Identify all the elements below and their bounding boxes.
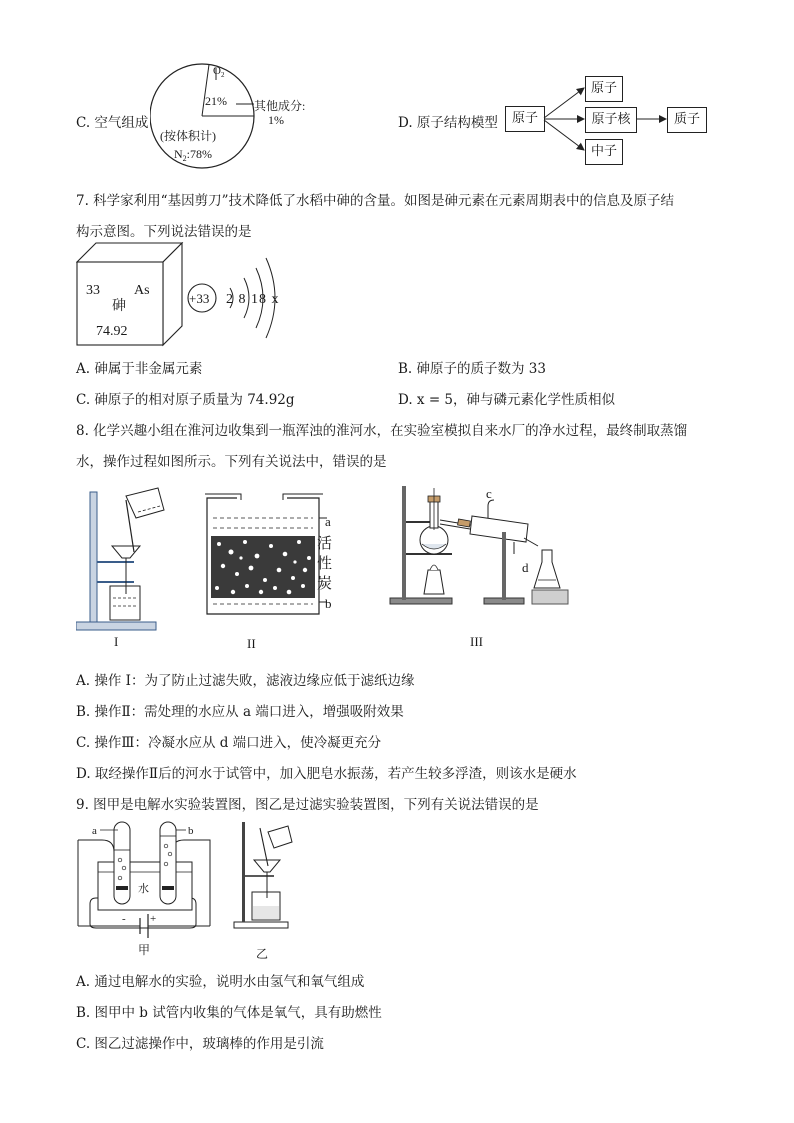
model-atom2-box: 原子 xyxy=(585,76,623,102)
model-neutron-box: 中子 xyxy=(585,139,623,165)
carbon-label-2: 性 xyxy=(317,556,333,572)
option-c-label: C. 空气组成 xyxy=(76,115,149,131)
water-label: 水 xyxy=(138,883,149,895)
tube-a-label: a xyxy=(92,825,97,837)
cell-atomic-number: 33 xyxy=(86,283,100,298)
model-proton-box: 质子 xyxy=(667,107,707,133)
option-d-label: D. 原子结构模型 xyxy=(398,115,498,131)
q9-option-a: A. 通过电解水的实验，说明水由氢气和氧气组成 xyxy=(76,974,365,990)
q8-option-d: D. 取经操作Ⅱ后的河水于试管中，加入肥皂水振荡，若产生较多浮渣，则该水是硬水 xyxy=(76,766,577,782)
pie-o2-percent: 21% xyxy=(205,94,227,108)
air-composition-pie xyxy=(150,60,320,175)
q7-option-b: B. 砷原子的质子数为 33 xyxy=(398,361,546,377)
q7-option-c: C. 砷原子的相对原子质量为 74.92g xyxy=(76,392,295,408)
figure-label-i: I xyxy=(114,634,119,649)
tube-b-label: b xyxy=(188,825,194,837)
arsenic-periodic-cell xyxy=(76,242,186,348)
model-atom-box: 原子 xyxy=(505,106,545,132)
battery-plus: + xyxy=(150,913,157,925)
port-d-label: d xyxy=(522,560,529,575)
atom-shell-electrons: 2 8 18 x xyxy=(226,292,280,307)
figure-label-yi: 乙 xyxy=(256,947,269,961)
q7-option-d: D. x = 5，砷与磷元素化学性质相似 xyxy=(398,392,616,408)
port-b-label: b xyxy=(325,596,332,611)
q8-option-a: A. 操作 I：为了防止过滤失败，滤液边缘应低于滤纸边缘 xyxy=(76,673,415,689)
figure-label-iii: III xyxy=(470,634,483,649)
q9-figure-electrolysis xyxy=(76,816,216,962)
q8-stem-line1: 8. 化学兴趣小组在淮河边收集到一瓶浑浊的淮河水，在实验室模拟自来水厂的净水过程，最终制取蒸馏 xyxy=(76,423,688,439)
q9-figure-filtration xyxy=(228,818,308,964)
q9-option-b: B. 图甲中 b 试管内收集的气体是氧气，具有助燃性 xyxy=(76,1005,382,1021)
model-arrows xyxy=(540,70,680,170)
q9-stem: 9. 图甲是电解水实验装置图，图乙是过滤实验装置图，下列有关说法错误的是 xyxy=(76,797,539,813)
q8-option-c: C. 操作Ⅲ：冷凝水应从 d 端口进入，使冷凝更充分 xyxy=(76,735,382,751)
cell-mass: 74.92 xyxy=(96,324,128,339)
q7-option-a: A. 砷属于非金属元素 xyxy=(76,361,203,377)
q7-stem-line2: 构示意图。下列说法错误的是 xyxy=(76,224,252,240)
carbon-label-3: 炭 xyxy=(317,576,333,592)
q8-figure-distillation xyxy=(388,484,588,654)
pie-basis-note: (按体积计) xyxy=(160,129,216,143)
battery-minus: - xyxy=(122,913,126,925)
atom-nucleus-charge: +33 xyxy=(189,291,210,306)
q9-option-c: C. 图乙过滤操作中，玻璃棒的作用是引流 xyxy=(76,1036,324,1052)
q8-figure-activated-carbon xyxy=(205,492,345,652)
carbon-label-1: 活 xyxy=(317,536,333,552)
pie-other-percent: 1% xyxy=(268,113,284,127)
figure-label-jia: 甲 xyxy=(138,943,151,957)
cell-symbol: As xyxy=(134,283,150,298)
arsenic-atom-structure xyxy=(186,252,296,344)
pie-n2-label: $N_2:78\%$ xyxy=(174,147,213,163)
pie-o2-label: $O_2$ xyxy=(213,65,225,79)
port-c-label: c xyxy=(486,486,492,501)
pie-other-label: 其他成分: xyxy=(254,99,306,113)
port-a-label: a xyxy=(325,514,331,529)
q8-option-b: B. 操作Ⅱ：需处理的水应从 a 端口进入，增强吸附效果 xyxy=(76,704,404,720)
q7-stem-line1: 7. 科学家利用“基因剪刀”技术降低了水稻中砷的含量。如图是砷元素在元素周期表中的信息及原子结 xyxy=(76,193,674,209)
cell-name: 砷 xyxy=(112,299,126,314)
figure-label-ii: II xyxy=(247,636,256,651)
model-nucleus-box: 原子核 xyxy=(585,107,637,133)
q8-stem-line2: 水，操作过程如图所示。下列有关说法中，错误的是 xyxy=(76,454,387,470)
q8-figure-filtration xyxy=(76,484,186,654)
